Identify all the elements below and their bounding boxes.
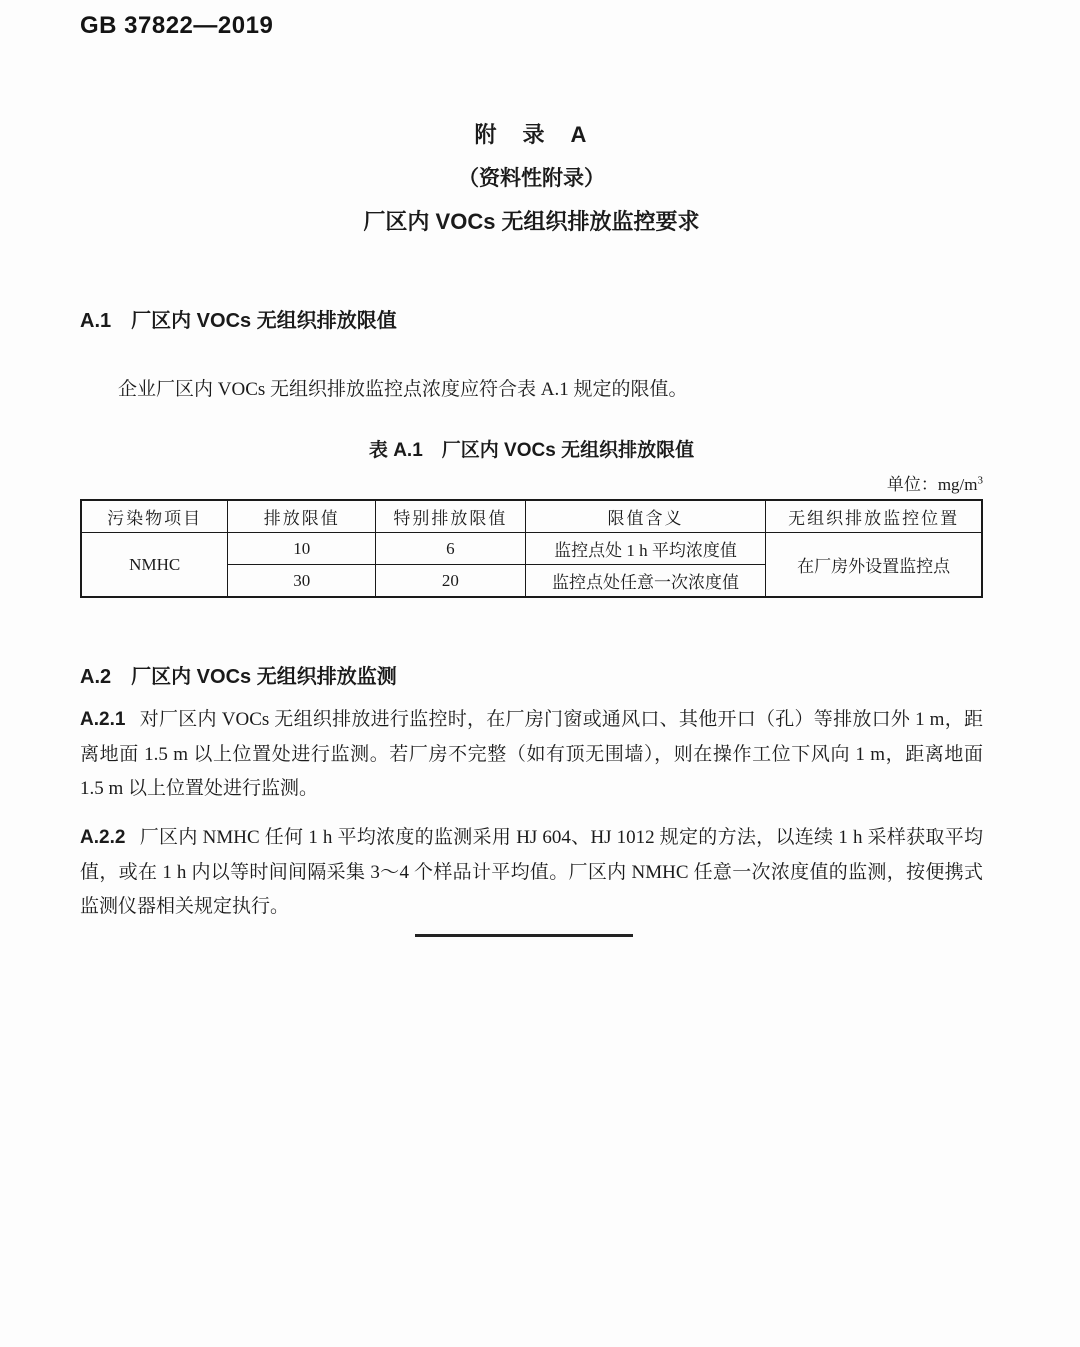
clause-a2-1-label: A.2.1 [80, 709, 126, 731]
clause-a2-1 [80, 703, 983, 807]
appendix-title-block [80, 118, 983, 236]
cell-limit-1: 10 [228, 533, 376, 565]
cell-special-limit-2: 20 [376, 565, 526, 598]
table-a1-caption: 表 A.1 厂区内 VOCs 无组织排放限值 [368, 440, 695, 462]
table-row [81, 533, 982, 565]
end-of-document-rule [415, 934, 633, 937]
col-header-limit: 排放限值 [228, 500, 376, 533]
table-a1 [80, 499, 983, 598]
cell-meaning-2: 监控点处任意一次浓度值 [525, 565, 766, 598]
cell-limit-2: 30 [228, 565, 376, 598]
col-header-location: 无组织排放监控位置 [766, 500, 982, 533]
cell-meaning-1: 监控点处 1 h 平均浓度值 [525, 533, 766, 565]
clause-a2-2-text: 厂区内 NMHC 任何 1 h 平均浓度的监测采用 HJ 604、HJ 1012 规定的方法，以连续 1 h 采样获取平均值，或在 1 h 内以等时间间隔采集 3～4 个样品计平均值。厂区内 NMHC 任意一次浓度值的监测，按便携式监测仪器相关规定执行。 [80, 826, 983, 918]
standard-number: GB 37822—2019 [80, 12, 274, 39]
appendix-title-line3: 厂区内 VOCs 无组织排放监控要求 [363, 209, 700, 234]
appendix-title-line1: 附 录 A [474, 122, 589, 147]
cell-pollutant: NMHC [81, 533, 228, 598]
table-a1-unit [80, 470, 983, 495]
col-header-pollutant: 污染物项目 [81, 500, 228, 533]
clause-a2-2-label: A.2.2 [80, 826, 126, 848]
clause-a2-2 [80, 821, 983, 925]
unit-label: 单位：mg/m [886, 475, 978, 495]
page-content [80, 0, 983, 925]
section-a1-heading: A.1 厂区内 VOCs 无组织排放限值 [80, 310, 397, 332]
section-a2-heading: A.2 厂区内 VOCs 无组织排放监测 [80, 666, 397, 689]
unit-superscript: 3 [977, 474, 983, 487]
cell-special-limit-1: 6 [376, 533, 526, 565]
col-header-special-limit: 特别排放限值 [376, 500, 526, 533]
cell-location: 在厂房外设置监控点 [766, 533, 982, 598]
appendix-title-line2: （资料性附录） [458, 167, 605, 190]
clause-a2-1-text: 对厂区内 VOCs 无组织排放进行监控时，在厂房门窗或通风口、其他开口（孔）等排放口外 1 m，距离地面 1.5 m 以上位置处进行监测。若厂房不完整（如有顶无围墙），则在操作工位下风向 1 m，距离地面 1.5 m 以上位置处进行监测。 [80, 709, 983, 800]
col-header-meaning: 限值含义 [525, 500, 766, 533]
table-header-row [81, 500, 982, 533]
section-a1-paragraph: 企业厂区内 VOCs 无组织排放监控点浓度应符合表 A.1 规定的限值。 [118, 379, 688, 400]
